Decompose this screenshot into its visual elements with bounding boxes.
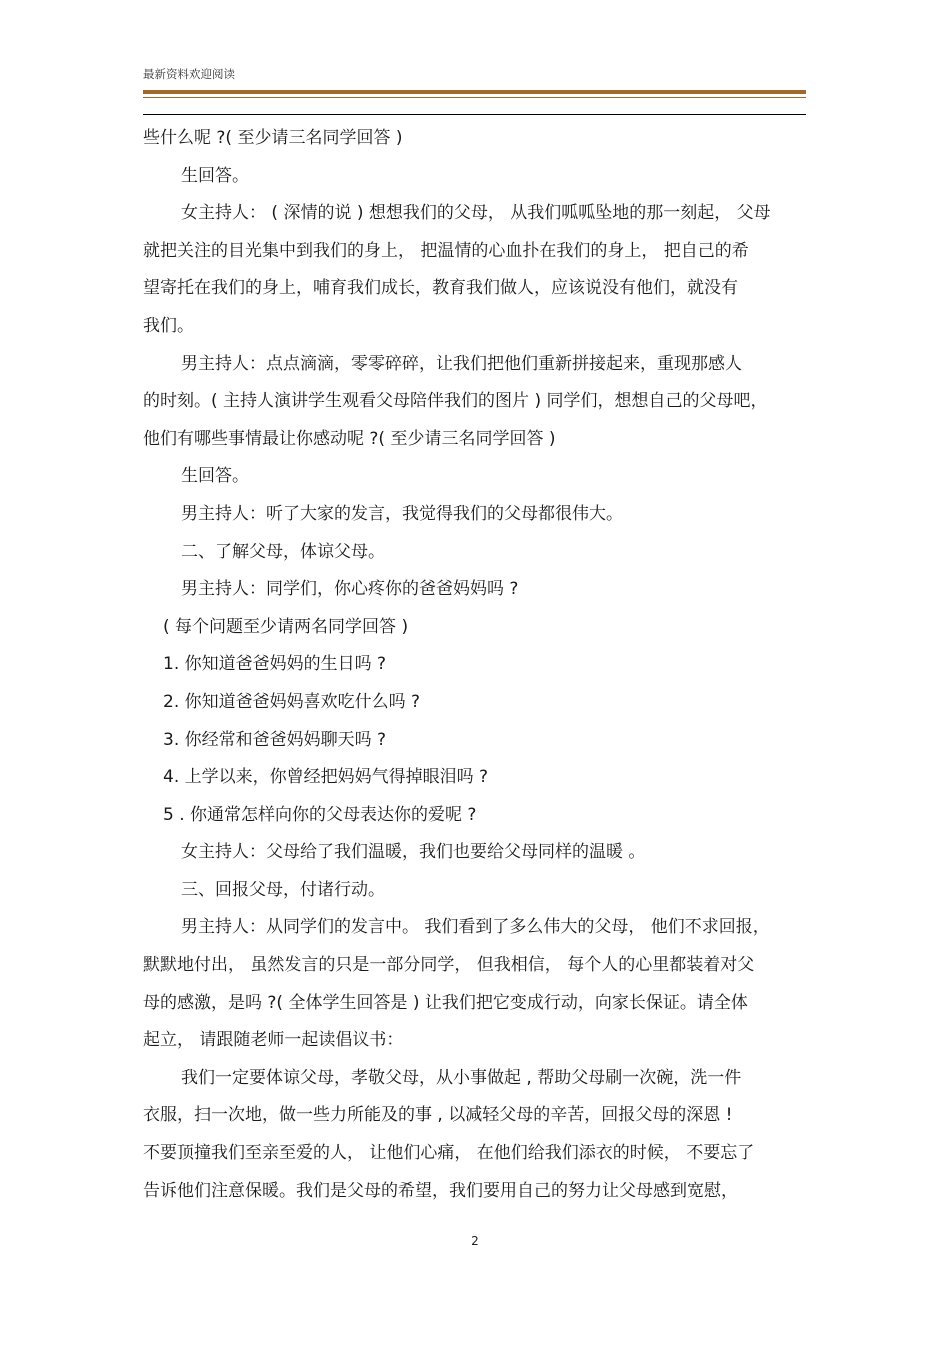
list-item: 1. 你知道爸爸妈妈的生日吗 ? — [163, 654, 387, 675]
text-line: 他们有哪些事情最让你感动呢 ?( 至少请三名同学回答 ) — [143, 428, 556, 449]
text-line: 不要顶撞我们至亲至爱的人， 让他们心痛， 在他们给我们添衣的时候， 不要忘了 — [143, 1143, 755, 1164]
text-line: 男主持人：从同学们的发言中。 我们看到了多么伟大的父母， 他们不求回报， — [181, 917, 770, 938]
header-rule-thin — [143, 97, 806, 98]
header-text: 最新资料欢迎阅读 — [143, 67, 235, 81]
text-line: 男主持人：同学们，你心疼你的爸爸妈妈吗 ? — [181, 579, 519, 600]
text-line: 告诉他们注意保暖。我们是父母的希望，我们要用自己的努力让父母感到宽慰， — [143, 1180, 738, 1201]
list-item: 4. 上学以来，你曾经把妈妈气得掉眼泪吗 ? — [163, 767, 489, 788]
text-line: 望寄托在我们的身上，哺育我们成长，教育我们做人，应该说没有他们，就没有 — [143, 278, 738, 299]
text-line: 就把关注的目光集中到我们的身上， 把温情的心血扑在我们的身上， 把自己的希 — [143, 240, 749, 261]
text-line: 男主持人：点点滴滴，零零碎碎，让我们把他们重新拼接起来，重现那感人 — [181, 353, 742, 374]
text-line: 男主持人：听了大家的发言，我觉得我们的父母都很伟大。 — [181, 503, 623, 524]
document-body — [143, 120, 808, 1210]
text-line: 母的感激，是吗 ?( 全体学生回答是 ) 让我们把它变成行动，向家长保证。请全体 — [143, 992, 748, 1013]
text-line: 默默地付出， 虽然发言的只是一部分同学， 但我相信， 每个人的心里都装着对父 — [143, 955, 755, 976]
text-line: 女主持人：父母给了我们温暖，我们也要给父母同样的温暖 。 — [181, 842, 646, 863]
header-rule-thick — [143, 90, 806, 94]
text-line: 衣服，扫一次地，做一些力所能及的事 , 以减轻父母的辛苦，回报父母的深恩 ! — [143, 1105, 733, 1126]
section-heading: 二、了解父母，体谅父母。 — [181, 541, 385, 562]
list-item: 3. 你经常和爸爸妈妈聊天吗 ? — [163, 729, 387, 750]
text-line: 生回答。 — [181, 165, 249, 186]
list-item: 2. 你知道爸爸妈妈喜欢吃什么吗 ? — [163, 691, 421, 712]
text-line: 的时刻。( 主持人演讲学生观看父母陪伴我们的图片 ) 同学们，想想自己的父母吧， — [143, 391, 768, 412]
header-rule-black — [143, 114, 806, 115]
list-item: 5 . 你通常怎样向你的父母表达你的爱呢 ? — [163, 804, 477, 825]
text-line: 我们。 — [143, 315, 194, 336]
page-number: 2 — [471, 1234, 479, 1248]
text-line: ( 每个问题至少请两名同学回答 ) — [163, 616, 409, 637]
text-line: 起立， 请跟随老师一起读倡议书： — [143, 1030, 404, 1051]
text-line: 女主持人： ( 深情的说 ) 想想我们的父母， 从我们呱呱坠地的那一刻起， 父母 — [181, 203, 771, 224]
text-line: 我们一定要体谅父母，孝敬父母，从小事做起 , 帮助父母刷一次碗，洗一件 — [181, 1067, 742, 1088]
section-heading: 三、回报父母，付诸行动。 — [181, 879, 385, 900]
text-line: 生回答。 — [181, 466, 249, 487]
text-line: 些什么呢 ?( 至少请三名同学回答 ) — [143, 128, 403, 148]
